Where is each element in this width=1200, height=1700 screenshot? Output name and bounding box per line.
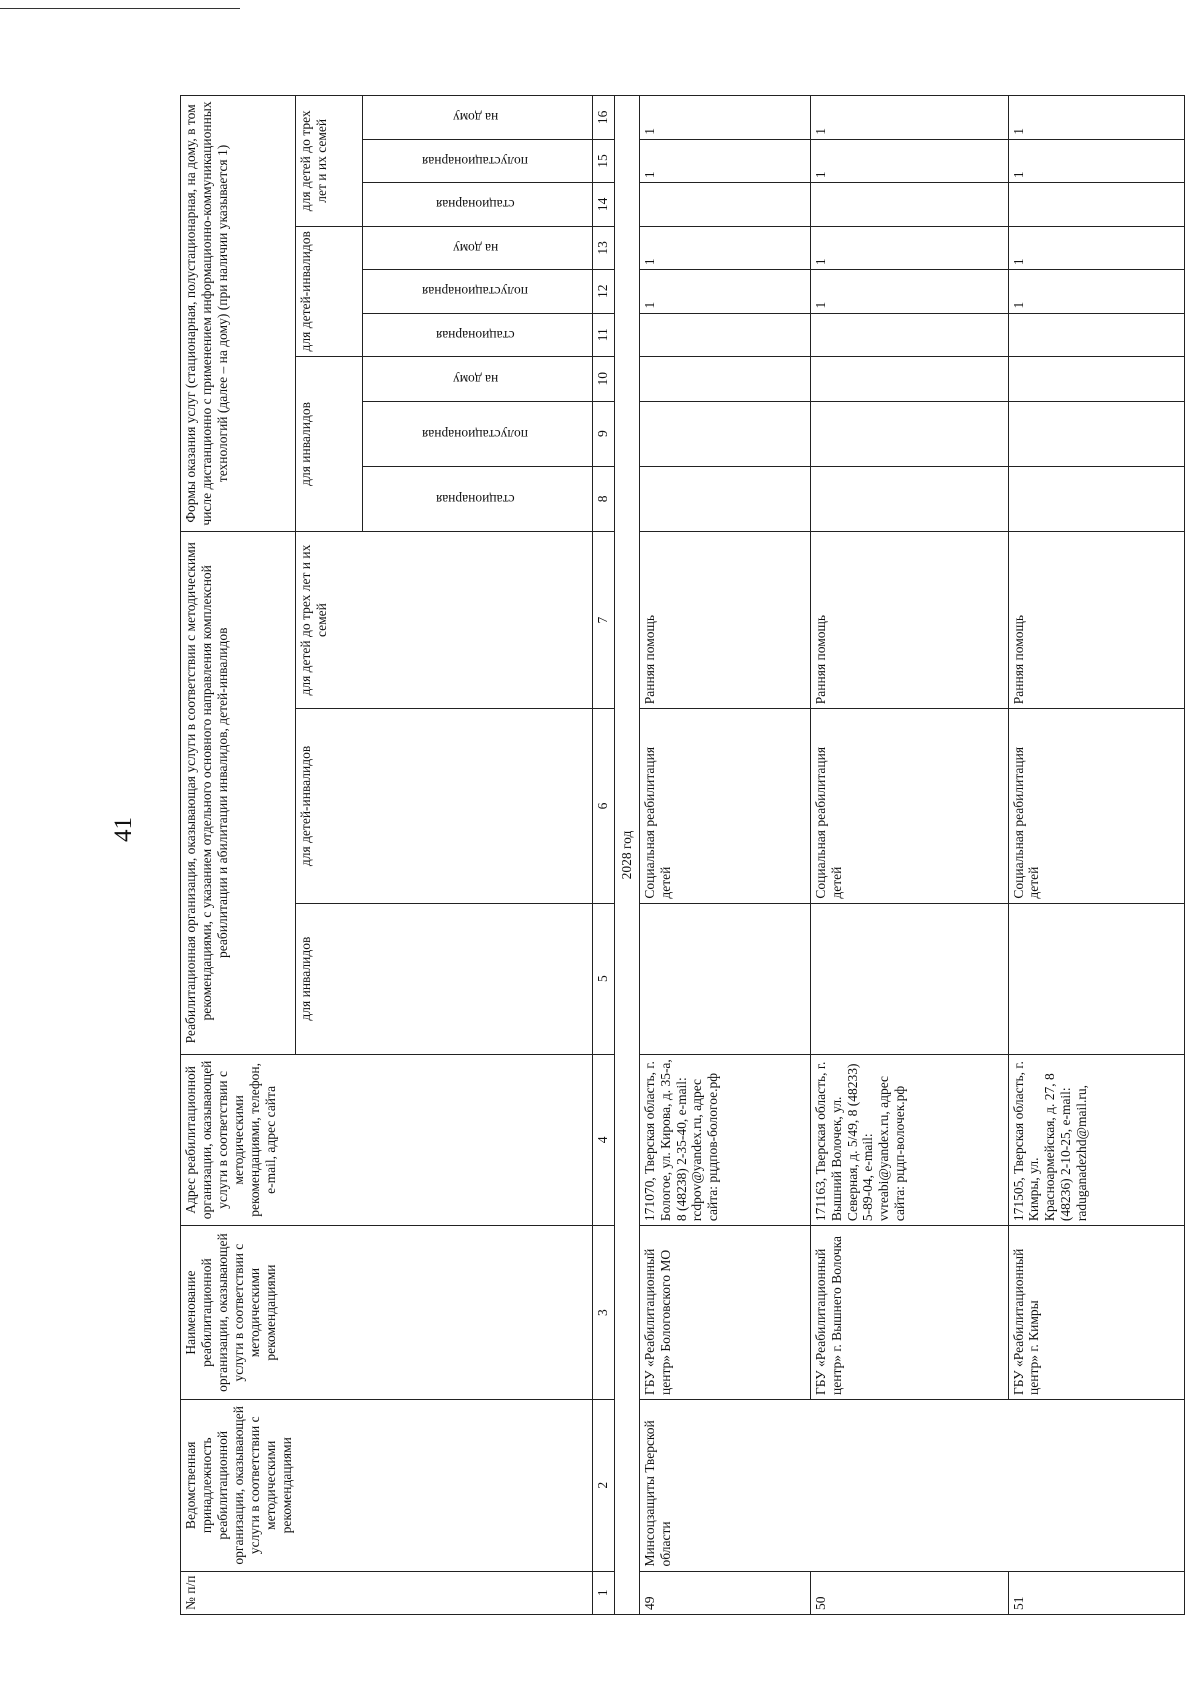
header-group-forms: Формы оказания услуг (стационарная, полустационарная, на дому, в том числе дистанционно с применением информационно-коммуникационных технологий (далее – на дому) (при наличии указывается 1)	[181, 96, 296, 532]
row-form-cell: 1	[639, 139, 810, 182]
row-form-cell: 1	[1008, 226, 1184, 269]
row-form-cell: 1	[810, 270, 1008, 313]
header-form-dom: на дому	[362, 96, 592, 140]
header-form-stat: стационарная	[362, 466, 592, 531]
row-address: 171505, Тверская область, г. Кимры, ул. Красноармейская, д. 27, 8 (48236) 2-10-25, e-mail: raduganadezhd@mail.ru,	[1008, 1054, 1184, 1226]
header-form-polu: полустационарная	[362, 139, 592, 182]
row-form-cell	[810, 313, 1008, 356]
row-form-cell: 1	[1008, 96, 1184, 140]
header-num: № п/п	[181, 1571, 593, 1614]
row-c5	[1008, 903, 1184, 1054]
col-number: 1	[592, 1571, 614, 1614]
row-name: ГБУ «Реабилитационный центр» Бологовского МО	[639, 1226, 810, 1400]
header-form-polu: полустационарная	[362, 401, 592, 466]
header-form-stat: стационарная	[362, 313, 592, 356]
row-number: 51	[1008, 1571, 1184, 1614]
row-form-cell: 1	[639, 270, 810, 313]
row-form-cell	[639, 356, 810, 401]
row-form-cell	[1008, 401, 1184, 466]
row-c7: Ранняя помощь	[810, 531, 1008, 708]
rotated-page	[180, 95, 1185, 1615]
col-number: 9	[592, 401, 614, 466]
header-sub-deti-inv: для детей-инвалидов	[296, 226, 362, 356]
col-number: 10	[592, 356, 614, 401]
col-number: 6	[592, 709, 614, 903]
row-form-cell	[1008, 183, 1184, 226]
row-address: 171070, Тверская область, г. Бологое, ул. Кирова, д. 35-а, 8 (48238) 2-35-40, e-mail: rcdpov@yandex.ru, адрес сайта: рцдпов-бологое.рф	[639, 1054, 810, 1226]
row-number: 49	[639, 1571, 810, 1614]
col-number: 15	[592, 139, 614, 182]
col-number: 4	[592, 1054, 614, 1226]
header-c7: для детей до трех лет и их семей	[296, 531, 592, 708]
header-name: Наименование реабилитационной организации, оказывающей услуги в соответствии с методическими рекомендациями	[181, 1226, 593, 1400]
top-rule	[0, 8, 240, 9]
row-form-cell	[1008, 466, 1184, 531]
row-c5	[639, 903, 810, 1054]
col-number: 11	[592, 313, 614, 356]
col-number: 3	[592, 1226, 614, 1400]
row-name: ГБУ «Реабилитационный центр» г. Вышнего Волочка	[810, 1226, 1008, 1400]
row-form-cell: 1	[639, 96, 810, 140]
header-address: Адрес реабилитационной организации, оказывающей услуги в соответствии с методическими рекомендациями, телефон, e-mail, адрес сайта	[181, 1054, 593, 1226]
table-row	[1008, 96, 1184, 1615]
row-c6: Социальная реабилитация детей	[810, 709, 1008, 903]
header-form-dom: на дому	[362, 356, 592, 401]
col-number: 8	[592, 466, 614, 531]
row-form-cell	[1008, 313, 1184, 356]
row-form-cell	[639, 401, 810, 466]
row-form-cell	[810, 401, 1008, 466]
col-number: 16	[592, 96, 614, 140]
header-sub-inv: для инвалидов	[296, 356, 362, 531]
row-c7: Ранняя помощь	[1008, 531, 1184, 708]
row-form-cell	[810, 466, 1008, 531]
header-c5: для инвалидов	[296, 903, 592, 1054]
table-row	[810, 96, 1008, 1615]
header-form-dom: на дому	[362, 226, 592, 269]
col-number: 7	[592, 531, 614, 708]
table-row	[639, 96, 810, 1615]
row-form-cell: 1	[1008, 270, 1184, 313]
header-c6: для детей-инвалидов	[296, 709, 592, 903]
header-form-stat: стационарная	[362, 183, 592, 226]
row-form-cell	[1008, 356, 1184, 401]
row-form-cell	[639, 313, 810, 356]
row-c6: Социальная реабилитация детей	[639, 709, 810, 903]
row-c7: Ранняя помощь	[639, 531, 810, 708]
header-group-directions: Реабилитационная организация, оказывающая услуги в соответствии с методическими рекомендациями, с указанием отдельного основного направления комплексной реабилитации и абилитации инвалидов, детей-инвалидов	[181, 531, 296, 1054]
row-name: ГБУ «Реабилитационный центр» г. Кимры	[1008, 1226, 1184, 1400]
col-number: 14	[592, 183, 614, 226]
row-address: 171163, Тверская область, г. Вышний Волочек, ул. Северная, д. 5/49, 8 (48233) 5-89-04, e-mail: vvreabi@yandex.ru, адрес сайта: рцдп-волочек.рф	[810, 1054, 1008, 1226]
year-row: 2028 год	[615, 96, 640, 1615]
header-sub-deti3: для детей до трех лет и их семей	[296, 96, 362, 227]
header-dept: Ведомственная принадлежность реабилитационной организации, оказывающей услуги в соответствии с методическими рекомендациями	[181, 1400, 593, 1572]
row-form-cell: 1	[1008, 139, 1184, 182]
page-number: 41	[110, 817, 137, 842]
row-number: 50	[810, 1571, 1008, 1614]
rehab-organizations-table	[180, 95, 1185, 1615]
row-form-cell	[810, 356, 1008, 401]
col-number: 2	[592, 1400, 614, 1572]
row-c5	[810, 903, 1008, 1054]
row-dept: Минсоцзащиты Тверской области	[639, 1400, 1184, 1572]
row-form-cell: 1	[810, 226, 1008, 269]
row-form-cell	[639, 183, 810, 226]
col-number: 13	[592, 226, 614, 269]
col-number: 12	[592, 270, 614, 313]
row-form-cell: 1	[810, 139, 1008, 182]
col-number: 5	[592, 903, 614, 1054]
row-form-cell	[810, 183, 1008, 226]
header-form-polu: полустационарная	[362, 270, 592, 313]
column-numbers-row	[592, 96, 614, 1615]
row-form-cell: 1	[810, 96, 1008, 140]
row-form-cell	[639, 466, 810, 531]
row-c6: Социальная реабилитация детей	[1008, 709, 1184, 903]
row-form-cell: 1	[639, 226, 810, 269]
